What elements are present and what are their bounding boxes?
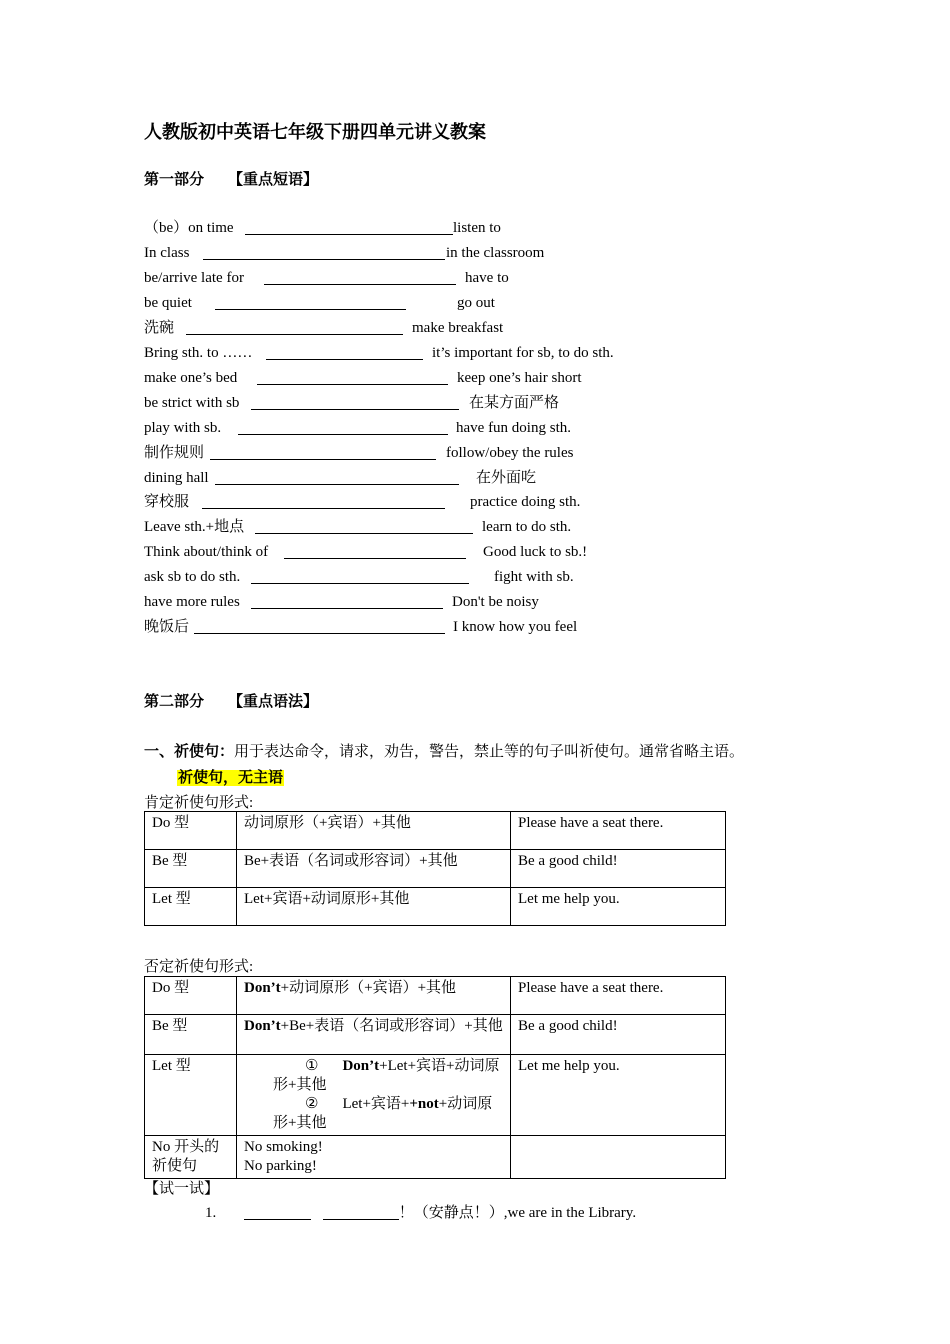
exercise-hint: （安静点！） (413, 1205, 504, 1221)
phrase-left: （be）on time (144, 220, 234, 236)
cell-example: Be a good child! (511, 1015, 726, 1055)
phrase-left: 晚饭后 (144, 619, 190, 636)
phrase-left: be strict with sb (144, 394, 240, 411)
phrase-left: 穿校服 (144, 494, 190, 511)
positive-table (144, 811, 726, 926)
phrase-blank[interactable] (251, 566, 469, 584)
no-parking: No parking! (244, 1158, 317, 1174)
phrase-left: be/arrive late for (144, 269, 244, 286)
phrase-right: fight with sb. (494, 569, 574, 586)
answer-blank-2[interactable] (323, 1203, 399, 1220)
option-pre: Let+宾语+ (342, 1096, 410, 1112)
table-row (145, 850, 726, 888)
cell-form (237, 977, 511, 1015)
phrase-left: make one’s bed (144, 369, 238, 386)
option-rest: +动词原形+其他 (273, 1096, 493, 1131)
phrase-left: 制作规则 (144, 444, 205, 461)
part1-tag: 【重点短语】 (228, 172, 319, 188)
table-row (145, 1015, 726, 1055)
phrase-blank[interactable] (284, 541, 466, 559)
page-title: 人教版初中英语七年级下册四单元讲义教案 (144, 122, 486, 142)
phrase-blank[interactable] (194, 616, 445, 634)
exercise-item (205, 1201, 636, 1222)
cell-example: Let me help you. (511, 1055, 726, 1136)
part2-heading (144, 690, 318, 711)
neg-caption: 否定祈使句形式: (144, 959, 254, 975)
grammar-head: 一、祈使句： (144, 744, 235, 760)
exercise-tail: ,we are in the Library. (503, 1205, 637, 1221)
phrase-right: follow/obey the rules (446, 444, 574, 461)
phrase-right: listen to (453, 220, 501, 236)
phrase-blank[interactable] (238, 417, 448, 435)
phrase-left: Bring sth. to …… (144, 344, 253, 361)
phrase-left: dining hall (144, 469, 209, 486)
phrase-blank[interactable] (202, 491, 445, 509)
option-rest: +Let+宾语+动词原形+其他 (273, 1058, 500, 1093)
exclamation: ！ (398, 1205, 414, 1221)
phrase-blank[interactable] (215, 467, 459, 485)
cell-example: Please have a seat there. (511, 812, 726, 850)
phrase-left: play with sb. (144, 419, 222, 436)
phrase-right: learn to do sth. (482, 519, 572, 536)
cell-form (237, 1055, 511, 1136)
phrase-right: it’s important for sb, to do sth. (432, 344, 614, 361)
phrase-blank[interactable] (210, 442, 436, 460)
phrase-right: 在外面吃 (476, 469, 537, 486)
cell-type: Let 型 (145, 1055, 237, 1136)
phrase-blank[interactable] (255, 516, 473, 534)
phrase-blank[interactable] (215, 292, 406, 310)
cell-type: Do 型 (145, 977, 237, 1015)
cell-form: 动词原形（+宾语）+其他 (237, 812, 511, 850)
phrase-blank[interactable] (257, 367, 448, 385)
phrase-right: I know how you feel (453, 619, 578, 636)
phrase-blank[interactable] (251, 392, 459, 410)
phrase-right: in the classroom (446, 244, 545, 261)
phrase-blank[interactable] (203, 242, 445, 260)
pos-caption: 肯定祈使句形式: (144, 795, 254, 811)
part2-label: 第二部分 (144, 694, 205, 710)
exercise-number: 1. (205, 1205, 217, 1221)
grammar-highlight (177, 766, 284, 787)
cell-example: Let me help you. (511, 888, 726, 926)
cell-example: Please have a seat there. (511, 977, 726, 1015)
let-option-1 (273, 1057, 503, 1095)
part1-label: 第一部分 (144, 172, 205, 188)
part2-tag: 【重点语法】 (228, 694, 319, 710)
cell-form: Be+表语（名词或形容词）+其他 (237, 850, 511, 888)
phrase-blank[interactable] (251, 591, 443, 609)
table-row (145, 1136, 726, 1179)
phrase-right: Good luck to sb.! (483, 544, 588, 561)
not-text: +not (409, 1096, 439, 1112)
cell-example: Be a good child! (511, 850, 726, 888)
phrase-left: 洗碗 (144, 319, 175, 336)
cell-example (511, 1136, 726, 1179)
phrase-right: have fun doing sth. (456, 419, 571, 436)
phrase-blank[interactable] (186, 317, 403, 335)
phrase-left: Leave sth.+地点 (144, 519, 245, 536)
dont-text: Don’t (342, 1058, 380, 1074)
negative-table (144, 976, 726, 1179)
part1-heading (144, 168, 318, 189)
cell-form (237, 1136, 511, 1179)
cell-type: Let 型 (145, 888, 237, 926)
cell-type: No 开头的祈使句 (145, 1136, 237, 1179)
phrase-left: In class (144, 244, 190, 261)
phrase-left: be quiet (144, 294, 192, 311)
phrase-left: Think about/think of (144, 544, 269, 561)
form-rest: +动词原形（+宾语）+其他 (280, 980, 457, 996)
phrase-right: keep one’s hair short (457, 369, 582, 386)
table-row (145, 888, 726, 926)
dont-text: Don’t (244, 1018, 281, 1034)
grammar-intro (144, 740, 744, 761)
phrase-blank[interactable] (264, 267, 456, 285)
answer-blank-1[interactable] (244, 1203, 311, 1220)
phrase-blank[interactable] (266, 342, 423, 360)
form-rest: +Be+表语（名词或形容词）+其他 (280, 1018, 503, 1034)
grammar-desc: 用于表达命令，请求，劝告，警告，禁止等的句子叫祈使句。通常省略主语。 (234, 744, 745, 760)
highlight-text: 祈使句，无主语 (178, 770, 284, 786)
cell-form (237, 1015, 511, 1055)
phrase-left: ask sb to do sth. (144, 569, 241, 586)
exercise-header: 【试一试】 (144, 1181, 220, 1197)
cell-type: Be 型 (145, 850, 237, 888)
phrase-blank[interactable] (245, 217, 453, 235)
table-row (145, 977, 726, 1015)
phrase-right: go out (457, 294, 495, 311)
table-row (145, 1055, 726, 1136)
cell-form: Let+宾语+动词原形+其他 (237, 888, 511, 926)
let-option-2 (273, 1095, 503, 1133)
num-2: ② (305, 1096, 319, 1112)
phrase-right: make breakfast (412, 319, 504, 336)
phrase-right: practice doing sth. (470, 494, 581, 511)
cell-type: Do 型 (145, 812, 237, 850)
dont-text: Don’t (244, 980, 281, 996)
no-smoking: No smoking! (244, 1139, 323, 1155)
cell-type: Be 型 (145, 1015, 237, 1055)
phrase-right: Don't be noisy (452, 594, 539, 611)
num-1: ① (305, 1058, 319, 1074)
phrase-right: 在某方面严格 (469, 394, 560, 411)
phrase-right: have to (465, 269, 509, 286)
table-row (145, 812, 726, 850)
phrase-left: have more rules (144, 594, 240, 611)
